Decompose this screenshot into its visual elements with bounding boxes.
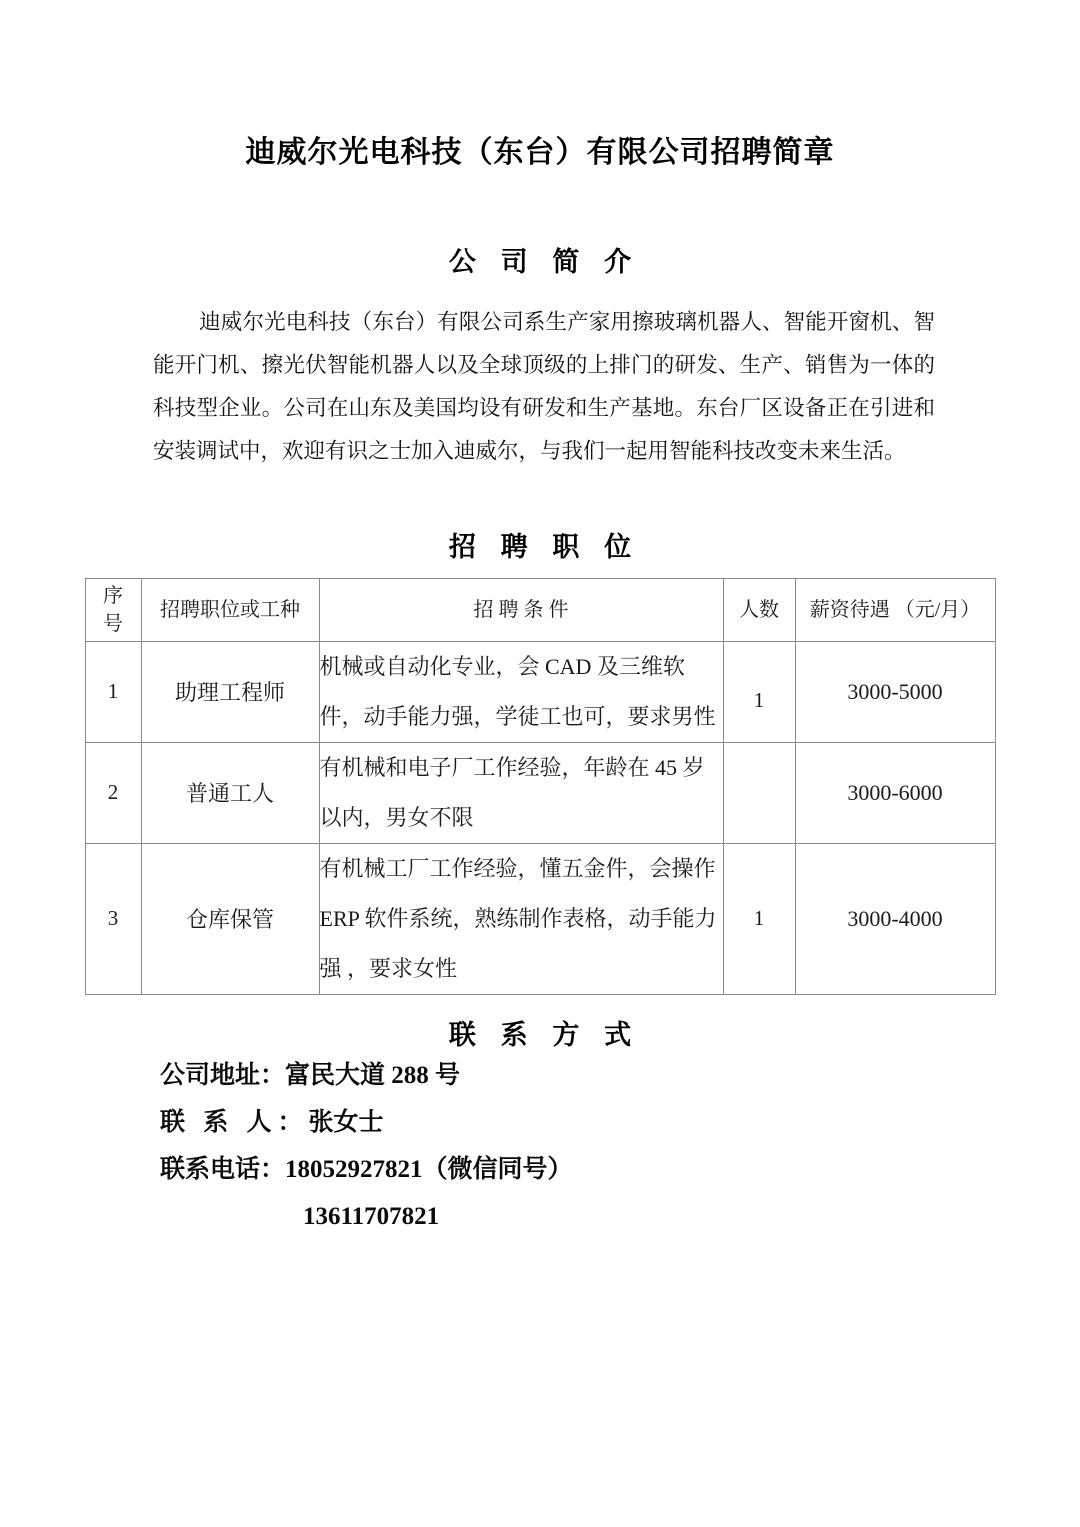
contact-person-label: 联 系 人： <box>160 1108 309 1136</box>
row-salary: 3000-6000 <box>795 742 995 843</box>
contact-address-value: 富民大道 288 号 <box>285 1061 461 1089</box>
column-header-salary-line1: 薪资待遇 <box>809 598 890 621</box>
page-title: 迪威尔光电科技（东台）有限公司招聘简章 <box>245 136 835 169</box>
row-conditions: 有机械和电子厂工作经验，年龄在 45 岁以内，男女不限 <box>319 742 723 843</box>
contact-person-line <box>160 1099 1080 1146</box>
jobs-table <box>85 578 996 995</box>
column-header-no <box>85 578 141 641</box>
table-row <box>85 641 995 742</box>
row-conditions: 机械或自动化专业，会 CAD 及三维软件，动手能力强，学徒工也可，要求男性 <box>319 641 723 742</box>
column-header-salary <box>795 578 995 641</box>
table-header-row <box>85 578 995 641</box>
row-no: 3 <box>85 843 141 994</box>
row-job-title: 仓库保管 <box>141 843 319 994</box>
contact-phone-secondary: 13611707821 <box>303 1202 440 1230</box>
column-header-salary-line2: （元/月） <box>894 598 981 621</box>
jobs-table-header <box>85 578 995 641</box>
section-heading-positions: 招 聘 职 位 <box>448 531 641 562</box>
company-intro-paragraph <box>0 279 1080 473</box>
contact-phone-secondary-line <box>160 1193 1080 1240</box>
row-salary: 3000-5000 <box>795 641 995 742</box>
section-heading-contact: 联 系 方 式 <box>448 1019 641 1050</box>
contact-phone-label: 联系电话： <box>160 1155 286 1183</box>
jobs-table-body <box>85 641 995 994</box>
column-header-job-title: 招聘职位或工种 <box>141 578 319 641</box>
contact-phone-primary: 18052927821（微信同号） <box>285 1155 573 1183</box>
row-job-title: 助理工程师 <box>141 641 319 742</box>
column-header-headcount: 人数 <box>723 578 795 641</box>
contact-address-line <box>160 1052 1080 1099</box>
row-no: 2 <box>85 742 141 843</box>
row-headcount <box>723 742 795 843</box>
column-header-no-line2: 号 <box>103 612 123 635</box>
column-header-no-line1: 序 <box>103 584 123 607</box>
row-no: 1 <box>85 641 141 742</box>
row-headcount: 1 <box>723 843 795 994</box>
jobs-table-container <box>0 564 1080 995</box>
contact-phone-line <box>160 1146 1080 1193</box>
contact-details <box>0 1052 1080 1240</box>
company-intro-text: 迪威尔光电科技（东台）有限公司系生产家用擦玻璃机器人、智能开窗机、智能开门机、擦光伏智能机器人以及全球顶级的上排门的研发、生产、销售为一体的科技型企业。公司在山东及美国均设有研发和生产基地。东台厂区设备正在引进和安装调试中，欢迎有识之士加入迪威尔，与我们一起用智能科技改变未来生活。 <box>153 309 935 463</box>
column-header-conditions: 招 聘 条 件 <box>319 578 723 641</box>
row-conditions: 有机械工厂工作经验，懂五金件，会操作 ERP 软件系统，熟练制作表格，动手能力强 ，要求女性 <box>319 843 723 994</box>
table-row <box>85 742 995 843</box>
contact-address-label: 公司地址： <box>160 1061 286 1089</box>
row-headcount: 1 <box>723 641 795 742</box>
table-row <box>85 843 995 994</box>
row-job-title: 普通工人 <box>141 742 319 843</box>
row-salary: 3000-4000 <box>795 843 995 994</box>
section-heading-company-intro: 公 司 简 介 <box>448 246 641 277</box>
contact-person-value: 张女士 <box>308 1108 384 1136</box>
